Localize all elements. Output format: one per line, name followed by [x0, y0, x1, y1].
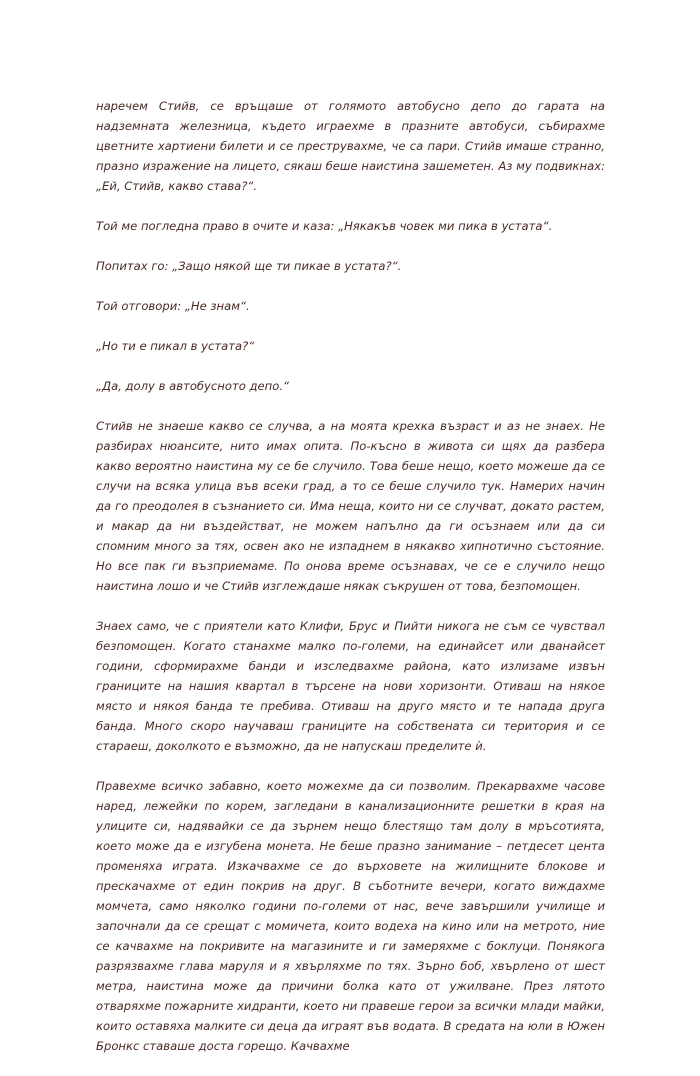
paragraph: Знаех само, че с приятели като Клифи, Брус и Пийти никога не съм се чувствал безпомощен. Когато станахме малко по-големи, на единайсет или дванайсет години, сформирахме банди и изследвахме района, като излизаме извън границите на нашия квартал в търсене на нови хоризонти. Отиваш на някое място и някоя банда те пребива. Отиваш на друго място и те напада друга банда. Много скоро научаваш границите на собствената си територия и се стараеш, доколкото е възможно, да не напускаш пределите ѝ.: [96, 619, 605, 753]
paragraph: Попитах го: „Защо някой ще ти пикае в устата?“.: [96, 259, 402, 273]
paragraph: Правехме всичко забавно, което можехме да си позволим. Прекарвахме часове наред, лежейки по корем, загледани в канализационните решетки в края на улиците си, надявайки се да зърнем нещо блестящо там долу в мръсотията, което може да е изгубена монета. Не беше празно занимание – петдесет цента променяха играта. Изкачвахме се до върховете на жилищните блокове и прескачахме от един покрив на друг. В съботните вечери, когато виждахме момчета, само няколко години по-големи от нас, вече завършили училище и започнали да се срещат с момичета, които водеха на кино или на метрото, ние се качвахме на покривите на магазините и ги замеряхме с боклуци. Понякога разрязвахме глава маруля и я хвърляхме по тях. Зърно боб, хвърлено от шест метра, наистина може да причини болка като от ужилване. През лятото отваряхме пожарните хидранти, което ни правеше герои за всички млади майки, които оставяха малките си деца да играят във водата. В средата на юли в Южен Бронкс ставаше доста горещо. Качвахме: [96, 779, 605, 1053]
paragraph: Той отговори: „Не знам“.: [96, 299, 250, 313]
paragraph: „Да, долу в автобусното депо.“: [96, 379, 290, 393]
paragraph: Стийв не знаеше какво се случва, а на моята крехка възраст и аз не знаех. Не разбирах нюансите, нито имах опита. По-късно в живота си щях да разбера какво вероятно наистина му се бе случило. Това беше нещо, което можеше да се случи на всяка улица във всеки град, а то се беше случило тук. Намерих начин да го преодолея в съзнанието си. Има неща, които ни се случват, докато растем, и макар да ни въздействат, не можем напълно да ги осъзнаем или да си спомним много за тях, освен ако не изпаднем в някакво хипнотично състояние. Но все пак ги възприемаме. По онова време осъзнавах, че се е случило нещо наистина лошо и че Стийв изглеждаше някак съкрушен от това, безпомощен.: [96, 419, 605, 593]
document-page: [96, 96, 605, 1076]
paragraph: наречем Стийв, се връщаше от голямото автобусно депо до гарата на надземната железница, където играехме в празните автобуси, събирахме цветните хартиени билети и се преструвахме, че са пари. Стийв имаше странно, празно изражение на лицето, сякаш беше наистина зашеметен. Аз му подвикнах: „Ей, Стийв, какво става?“.: [96, 99, 605, 193]
paragraph: Той ме погледна право в очите и каза: „Някакъв човек ми пика в устата“.: [96, 219, 553, 233]
paragraph: „Но ти е пикал в устата?“: [96, 339, 255, 353]
